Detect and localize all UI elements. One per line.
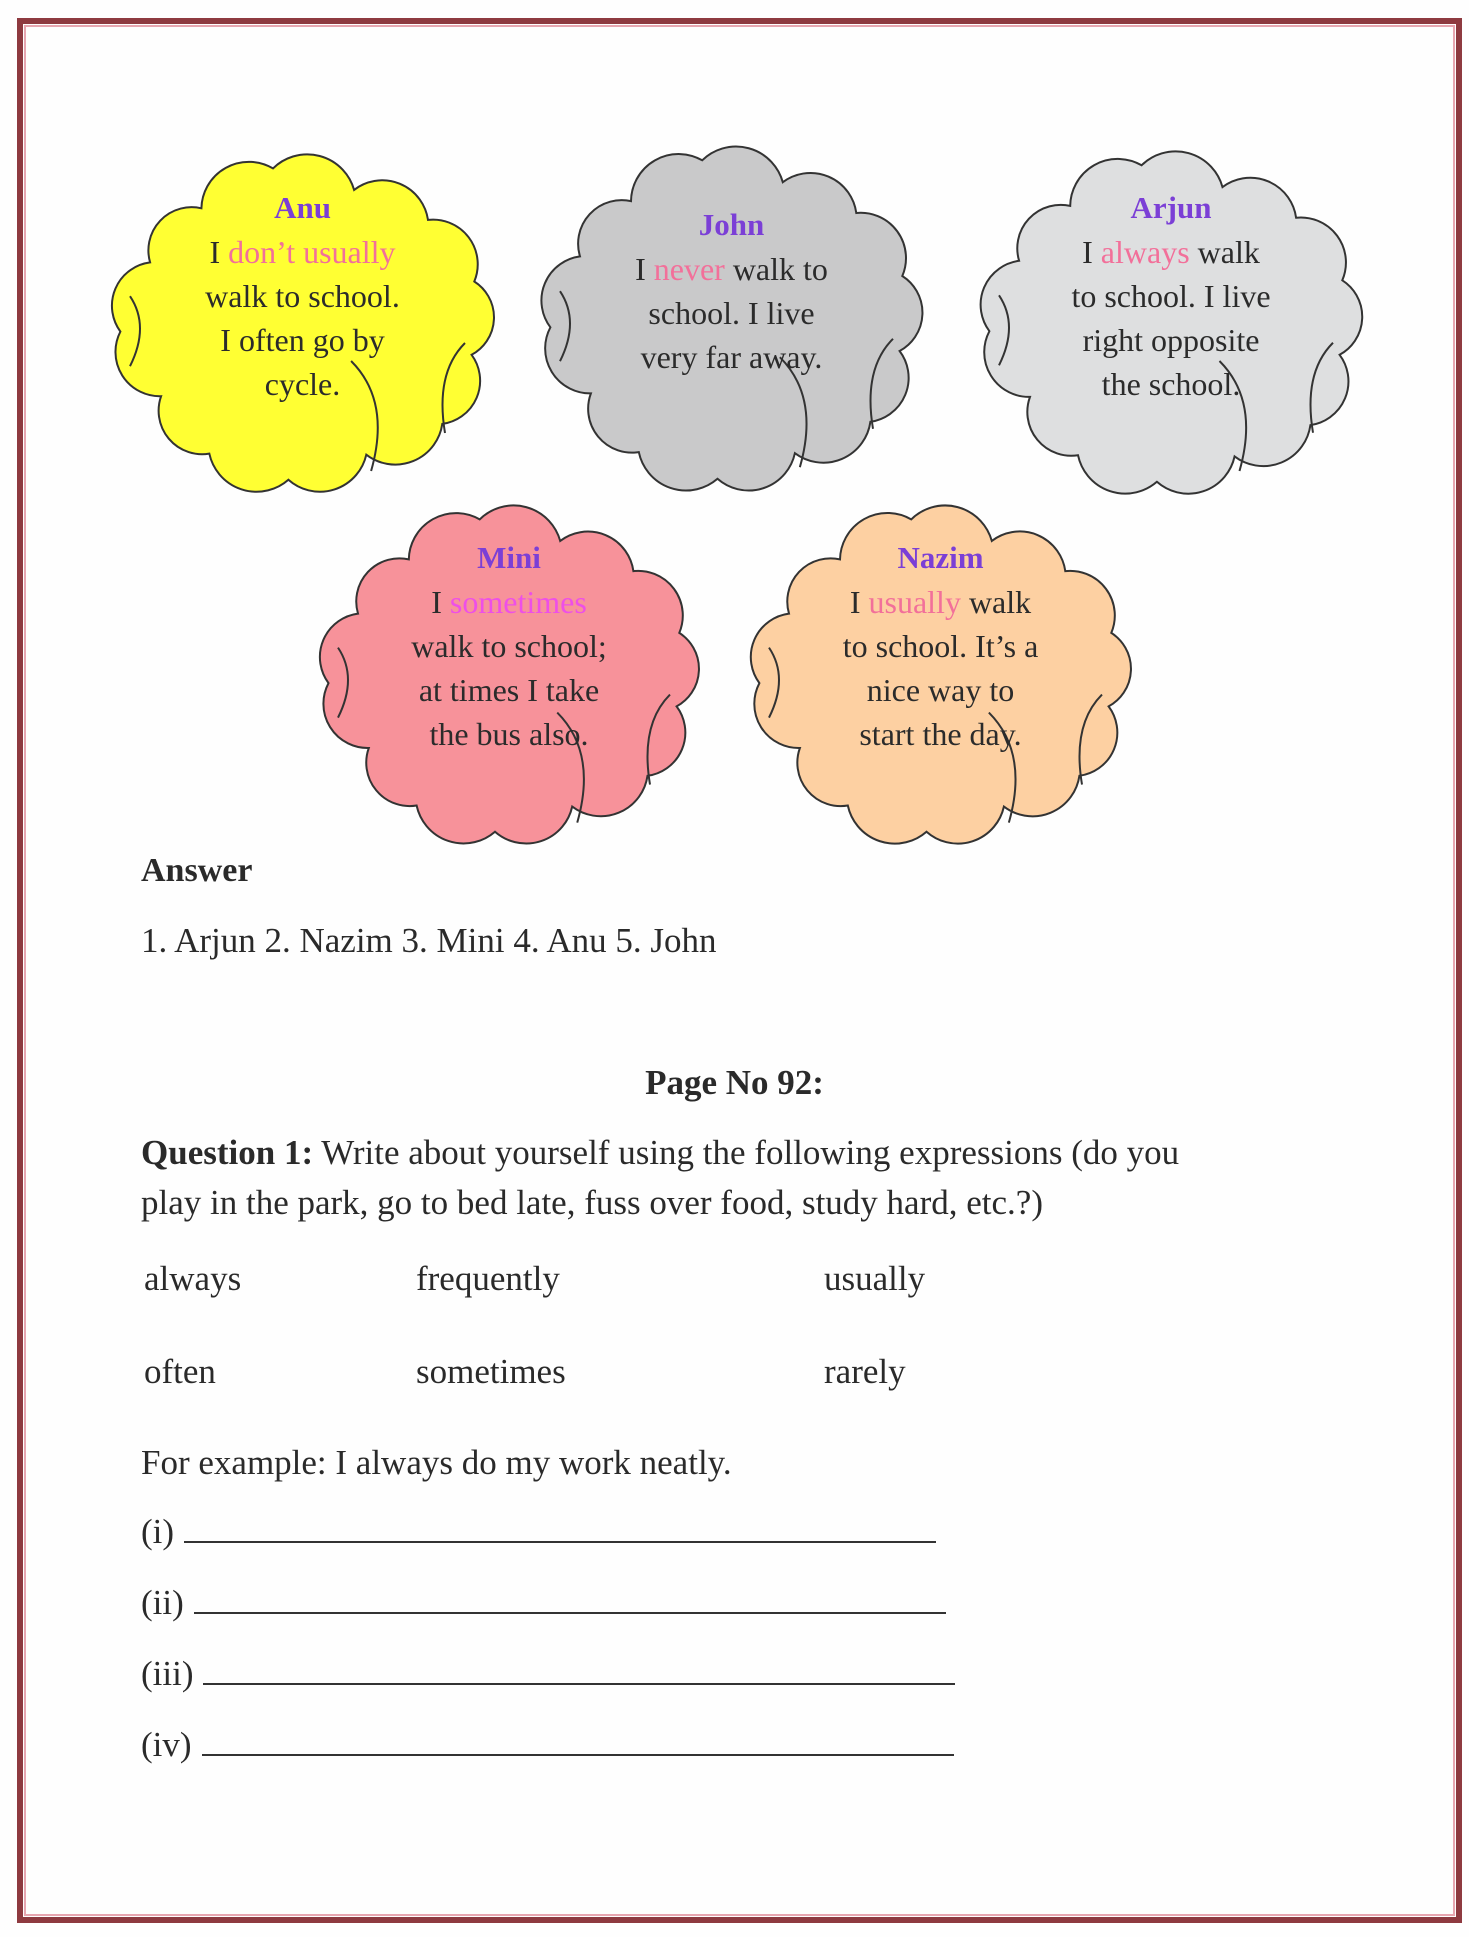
cloud-line <box>969 362 1373 406</box>
blank-label: (ii) <box>141 1583 184 1622</box>
line-text: to school. I live <box>1071 278 1271 314</box>
cloud-line <box>308 624 710 668</box>
cloud-nazim <box>739 496 1142 857</box>
line-text: walk <box>1189 234 1260 270</box>
line-text: start the day. <box>859 716 1022 752</box>
question-text: Write about yourself using the following expressions (do you <box>313 1133 1180 1172</box>
speaker-name: John <box>698 207 765 242</box>
frequency-word: sometimes <box>449 584 587 620</box>
question-text-line2: play in the park, go to bed late, fuss over food, study hard, etc.?) <box>141 1183 1043 1222</box>
question-1 <box>141 1133 1179 1173</box>
cloud-line <box>530 247 933 291</box>
expression-often: often <box>144 1352 216 1391</box>
cloud-line <box>969 274 1373 318</box>
cloud-line <box>308 668 710 712</box>
frequency-word: don’t usually <box>228 234 396 270</box>
answer-line-1[interactable] <box>141 1512 936 1552</box>
blank-label: (iii) <box>141 1654 194 1693</box>
cloud-text <box>739 536 1142 756</box>
cloud-john <box>530 137 933 504</box>
cloud-line <box>100 362 505 406</box>
blank-line[interactable] <box>184 1515 936 1543</box>
line-text: the bus also. <box>429 716 589 752</box>
line-text: walk <box>960 584 1032 620</box>
cloud-mini <box>308 496 710 857</box>
cloud-anu <box>100 145 505 505</box>
answer-line-2[interactable] <box>141 1583 946 1623</box>
line-text: walk to school; <box>411 628 607 664</box>
cloud-line <box>530 335 933 379</box>
blank-line[interactable] <box>194 1586 946 1614</box>
cloud-text <box>969 186 1373 406</box>
cloud-line <box>100 230 505 274</box>
answer-line-4[interactable] <box>141 1725 954 1765</box>
cloud-arjun <box>969 142 1373 507</box>
cloud-line <box>308 712 710 756</box>
expression-rarely: rarely <box>824 1352 906 1391</box>
expression-always: always <box>144 1259 242 1298</box>
cloud-line <box>739 580 1142 624</box>
blank-label: (i) <box>141 1512 175 1551</box>
question-label: Question 1: <box>141 1133 314 1172</box>
line-text: to school. It’s a <box>842 628 1039 664</box>
line-text: nice way to <box>866 672 1015 708</box>
frequency-word: never <box>653 251 725 287</box>
line-text: I <box>635 251 654 287</box>
line-text: I <box>431 584 450 620</box>
blank-label: (iv) <box>141 1725 192 1764</box>
speaker-name: Nazim <box>897 540 984 575</box>
expression-frequently: frequently <box>416 1259 560 1298</box>
speaker-name: Anu <box>274 190 331 225</box>
cloud-line <box>100 274 505 318</box>
expression-sometimes: sometimes <box>416 1352 566 1391</box>
cloud-line <box>739 624 1142 668</box>
cloud-line <box>969 318 1373 362</box>
frequency-word: usually <box>868 584 961 620</box>
speaker-name: Arjun <box>1130 190 1212 225</box>
answer-text: 1. Arjun 2. Nazim 3. Mini 4. Anu 5. John <box>141 921 717 960</box>
line-text: at times I take <box>418 672 600 708</box>
line-text: walk to school. <box>205 278 400 314</box>
expression-usually: usually <box>824 1259 926 1298</box>
line-text: I often go by <box>220 322 385 358</box>
answer-line-3[interactable] <box>141 1654 955 1694</box>
cloud-text <box>530 203 933 379</box>
cloud-text <box>100 186 505 406</box>
blank-line[interactable] <box>203 1657 955 1685</box>
line-text: the school. <box>1101 366 1241 402</box>
cloud-line <box>308 580 710 624</box>
line-text: walk to <box>724 251 828 287</box>
example-sentence: For example: I always do my work neatly. <box>141 1443 732 1482</box>
page-heading: Page No 92: <box>645 1063 824 1102</box>
blank-line[interactable] <box>202 1728 954 1756</box>
cloud-line <box>100 318 505 362</box>
speaker-name: Mini <box>477 540 541 575</box>
cloud-line <box>530 291 933 335</box>
line-text: right opposite <box>1082 322 1260 358</box>
line-text: I <box>1082 234 1101 270</box>
line-text: school. I live <box>648 295 815 331</box>
cloud-line <box>739 712 1142 756</box>
line-text: very far away. <box>640 339 823 375</box>
line-text: I <box>849 584 869 620</box>
cloud-text <box>308 536 710 756</box>
frequency-word: always <box>1100 234 1190 270</box>
answer-heading: Answer <box>141 852 253 889</box>
cloud-line <box>969 230 1373 274</box>
cloud-line <box>739 668 1142 712</box>
line-text: I <box>209 234 229 270</box>
line-text: cycle. <box>264 366 341 402</box>
